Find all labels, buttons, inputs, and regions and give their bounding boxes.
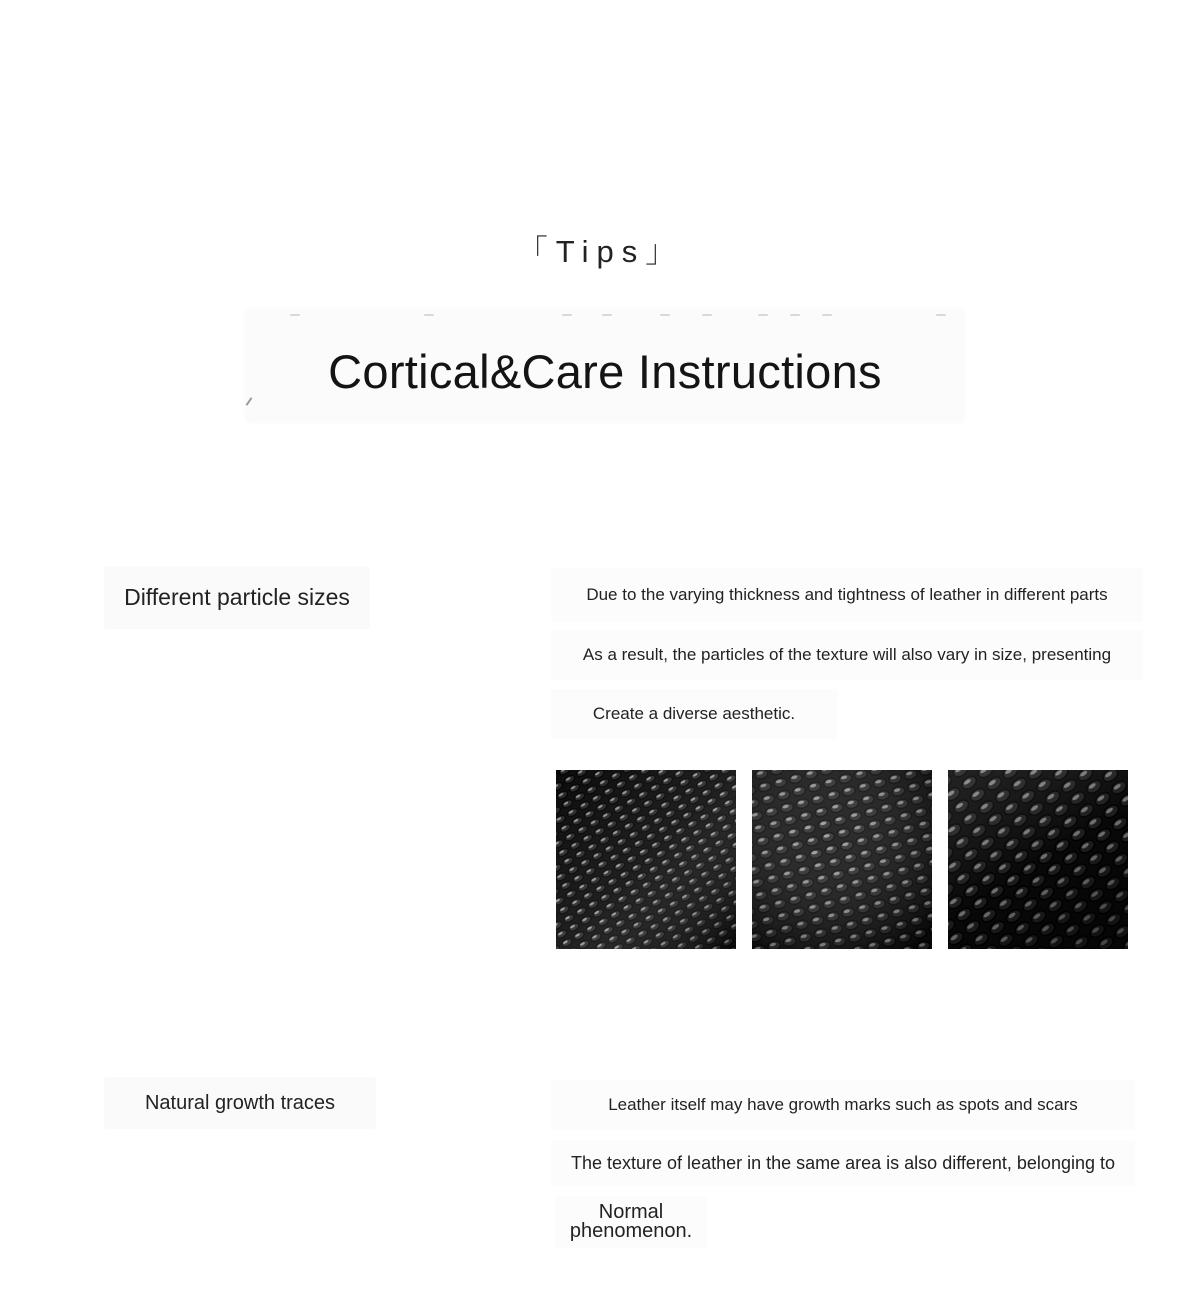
decorative-tick	[562, 314, 572, 316]
decorative-tick	[702, 314, 712, 316]
decorative-tick	[660, 314, 670, 316]
section-label-particle-sizes: Different particle sizes	[104, 566, 370, 629]
page-title: Cortical&Care Instructions	[328, 345, 882, 398]
decorative-tick	[290, 314, 300, 316]
section-label-growth-traces: Natural growth traces	[104, 1077, 376, 1129]
leather-texture-image	[948, 770, 1128, 949]
growth-text-line-2: The texture of leather in the same area is also different, belonging to	[551, 1140, 1135, 1186]
decorative-tick	[822, 314, 832, 316]
particles-text-line-1-content: Due to the varying thickness and tightness of leather in different parts	[586, 585, 1108, 604]
leather-swatch-coarse	[948, 770, 1128, 949]
decorative-tick	[424, 314, 434, 316]
growth-text-line-3	[555, 1196, 707, 1248]
decorative-tick	[790, 314, 800, 316]
decorative-tick	[936, 314, 946, 316]
growth-text-line-3-content: Normal phenomenon.	[569, 1201, 693, 1242]
leather-texture-image	[556, 770, 736, 949]
tips-heading: 「Tips」	[516, 234, 685, 269]
leather-swatch-fine	[556, 770, 736, 949]
particles-text-line-2: As a result, the particles of the texture will also vary in size, presenting	[551, 630, 1143, 680]
particles-text-line-1	[551, 568, 1143, 622]
growth-text-line-1: Leather itself may have growth marks such as spots and scars	[551, 1080, 1135, 1130]
decorative-tick	[602, 314, 612, 316]
leather-swatch-medium	[752, 770, 932, 949]
particles-text-line-3: Create a diverse aesthetic.	[551, 689, 837, 739]
decorative-tick	[758, 314, 768, 316]
leather-texture-image	[752, 770, 932, 949]
title-band	[246, 310, 964, 422]
